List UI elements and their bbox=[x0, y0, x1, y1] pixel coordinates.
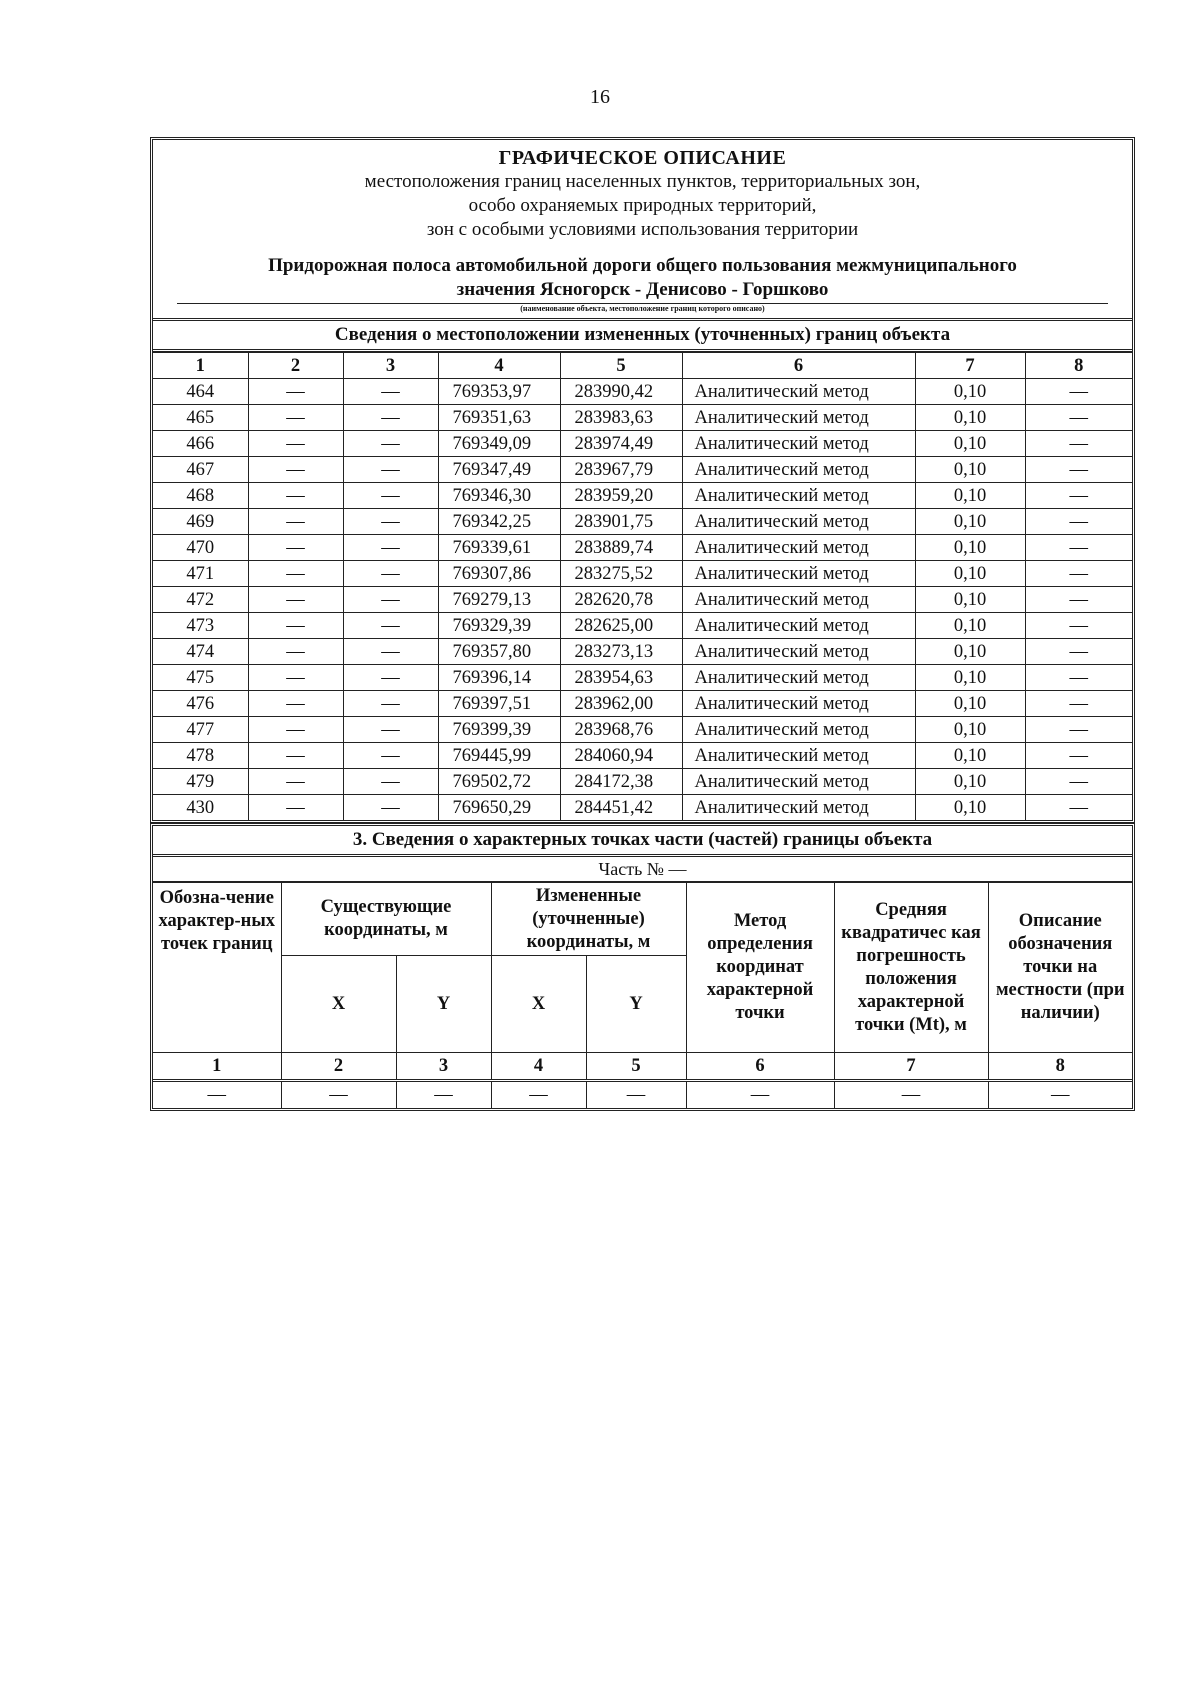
column-number-6: 6 bbox=[686, 1053, 834, 1081]
header-existing-x: X bbox=[281, 956, 396, 1053]
table-cell: — bbox=[1025, 457, 1132, 483]
table-cell: — bbox=[1025, 535, 1132, 561]
table-cell: — bbox=[343, 717, 438, 743]
table-cell: 769329,39 bbox=[438, 613, 560, 639]
table-cell: — bbox=[248, 613, 343, 639]
subtitle-line-2: особо охраняемых природных территорий, bbox=[468, 195, 817, 216]
table-row bbox=[153, 587, 1132, 613]
table-cell: 283954,63 bbox=[560, 665, 682, 691]
table-cell: Аналитический метод bbox=[682, 587, 915, 613]
table-cell: — bbox=[1025, 743, 1132, 769]
column-number-3: 3 bbox=[343, 353, 438, 379]
table-row bbox=[153, 1081, 1132, 1109]
table-row bbox=[153, 405, 1132, 431]
table-cell: Аналитический метод bbox=[682, 717, 915, 743]
table-cell: — bbox=[248, 587, 343, 613]
table-cell: — bbox=[1025, 769, 1132, 795]
table-cell: 283275,52 bbox=[560, 561, 682, 587]
table-cell: — bbox=[834, 1081, 988, 1109]
table-cell: 465 bbox=[153, 405, 248, 431]
table-cell: — bbox=[248, 795, 343, 821]
header-method: Метод определения координат характерной точки bbox=[686, 883, 834, 1053]
table-cell: 283967,79 bbox=[560, 457, 682, 483]
table-cell: 0,10 bbox=[915, 561, 1025, 587]
table-cell: 282625,00 bbox=[560, 613, 682, 639]
table-cell: Аналитический метод bbox=[682, 769, 915, 795]
section-2-title: Сведения о местоположении измененных (уточненных) границ объекта bbox=[153, 321, 1132, 352]
table-cell: — bbox=[248, 769, 343, 795]
table-cell: — bbox=[586, 1081, 686, 1109]
coordinates-table bbox=[153, 352, 1132, 820]
table-cell: — bbox=[343, 665, 438, 691]
table-cell: 769307,86 bbox=[438, 561, 560, 587]
header-description: Описание обозначения точки на местности (при наличии) bbox=[988, 883, 1132, 1053]
table-row bbox=[153, 535, 1132, 561]
table-cell: — bbox=[343, 431, 438, 457]
column-number-4: 4 bbox=[438, 353, 560, 379]
table-cell: 476 bbox=[153, 691, 248, 717]
table-cell: Аналитический метод bbox=[682, 535, 915, 561]
table-cell: 283901,75 bbox=[560, 509, 682, 535]
column-number-3: 3 bbox=[396, 1053, 491, 1081]
column-number-2: 2 bbox=[281, 1053, 396, 1081]
table-row bbox=[153, 431, 1132, 457]
table-cell: 769399,39 bbox=[438, 717, 560, 743]
table-cell: — bbox=[1025, 509, 1132, 535]
table-cell: — bbox=[1025, 639, 1132, 665]
table-cell: — bbox=[248, 457, 343, 483]
table-cell: 769351,63 bbox=[438, 405, 560, 431]
header-error: Средняя квадратичес кая погрешность положения характерной точки (Mt), м bbox=[834, 883, 988, 1053]
table-cell: 283959,20 bbox=[560, 483, 682, 509]
table-cell: Аналитический метод bbox=[682, 457, 915, 483]
table-cell: 466 bbox=[153, 431, 248, 457]
table-cell: 284060,94 bbox=[560, 743, 682, 769]
table-cell: Аналитический метод bbox=[682, 691, 915, 717]
header-changed-x: X bbox=[491, 956, 586, 1053]
header-existing-y: Y bbox=[396, 956, 491, 1053]
table-cell: 479 bbox=[153, 769, 248, 795]
table-cell: 769357,80 bbox=[438, 639, 560, 665]
table-row bbox=[153, 691, 1132, 717]
object-name-line-2: значения Ясногорск - Денисово - Горшково bbox=[456, 279, 829, 300]
document-title: ГРАФИЧЕСКОЕ ОПИСАНИЕ bbox=[498, 147, 787, 169]
table-cell: — bbox=[153, 1081, 281, 1109]
table-cell: 0,10 bbox=[915, 379, 1025, 405]
table-cell: 0,10 bbox=[915, 457, 1025, 483]
header-changed-y: Y bbox=[586, 956, 686, 1053]
section-3-title: 3. Сведения о характерных точках части (частей) границы объекта bbox=[153, 826, 1132, 857]
table-row bbox=[153, 743, 1132, 769]
table-cell: 769396,14 bbox=[438, 665, 560, 691]
column-number-row bbox=[153, 353, 1132, 379]
table-cell: — bbox=[1025, 483, 1132, 509]
header-changed-coordinates: Измененные (уточненные) координаты, м bbox=[491, 883, 686, 956]
section-3-frame bbox=[150, 823, 1135, 1111]
table-cell: — bbox=[248, 405, 343, 431]
table-cell: — bbox=[343, 587, 438, 613]
table-cell: — bbox=[1025, 613, 1132, 639]
column-number-8: 8 bbox=[1025, 353, 1132, 379]
column-number-7: 7 bbox=[915, 353, 1025, 379]
column-number-row bbox=[153, 1053, 1132, 1081]
table-cell: 477 bbox=[153, 717, 248, 743]
table-row bbox=[153, 795, 1132, 821]
table-cell: — bbox=[248, 561, 343, 587]
table-cell: — bbox=[1025, 379, 1132, 405]
table-cell: — bbox=[248, 483, 343, 509]
table-row bbox=[153, 483, 1132, 509]
table-cell: 472 bbox=[153, 587, 248, 613]
table-cell: — bbox=[343, 379, 438, 405]
table-cell: 769349,09 bbox=[438, 431, 560, 457]
column-number-8: 8 bbox=[988, 1053, 1132, 1081]
table-cell: — bbox=[248, 717, 343, 743]
table-cell: 0,10 bbox=[915, 431, 1025, 457]
table-cell: 0,10 bbox=[915, 769, 1025, 795]
table-cell: 0,10 bbox=[915, 613, 1025, 639]
table-cell: — bbox=[343, 639, 438, 665]
document-header bbox=[153, 140, 1132, 321]
table-cell: — bbox=[343, 795, 438, 821]
table-cell: Аналитический метод bbox=[682, 483, 915, 509]
subtitle-line-3: зон с особыми условиями использования территории bbox=[426, 219, 859, 240]
table-row bbox=[153, 717, 1132, 743]
table-cell: — bbox=[248, 639, 343, 665]
table-cell: — bbox=[281, 1081, 396, 1109]
table-cell: 478 bbox=[153, 743, 248, 769]
table-cell: 769346,30 bbox=[438, 483, 560, 509]
table-cell: — bbox=[343, 509, 438, 535]
table-cell: 474 bbox=[153, 639, 248, 665]
table-cell: 0,10 bbox=[915, 743, 1025, 769]
table-cell: Аналитический метод bbox=[682, 795, 915, 821]
table-cell: 0,10 bbox=[915, 795, 1025, 821]
table-cell: — bbox=[343, 483, 438, 509]
table-cell: Аналитический метод bbox=[682, 743, 915, 769]
table-cell: — bbox=[1025, 795, 1132, 821]
column-number-1: 1 bbox=[153, 353, 248, 379]
table-cell: 0,10 bbox=[915, 639, 1025, 665]
table-cell: 0,10 bbox=[915, 535, 1025, 561]
table-cell: 283983,63 bbox=[560, 405, 682, 431]
table-cell: — bbox=[1025, 717, 1132, 743]
table-cell: — bbox=[343, 743, 438, 769]
table-cell: — bbox=[248, 379, 343, 405]
table-cell: 0,10 bbox=[915, 665, 1025, 691]
table-cell: 475 bbox=[153, 665, 248, 691]
table-cell: 470 bbox=[153, 535, 248, 561]
table-cell: 284172,38 bbox=[560, 769, 682, 795]
table-cell: 769279,13 bbox=[438, 587, 560, 613]
table-cell: — bbox=[396, 1081, 491, 1109]
table-cell: 282620,78 bbox=[560, 587, 682, 613]
table-row bbox=[153, 613, 1132, 639]
table-cell: 769347,49 bbox=[438, 457, 560, 483]
table-cell: — bbox=[248, 535, 343, 561]
column-number-7: 7 bbox=[834, 1053, 988, 1081]
table-cell: 469 bbox=[153, 509, 248, 535]
table-cell: — bbox=[1025, 691, 1132, 717]
table-cell: — bbox=[491, 1081, 586, 1109]
object-name-line-1: Придорожная полоса автомобильной дороги общего пользования межмуниципального bbox=[268, 255, 1017, 276]
table-cell: Аналитический метод bbox=[682, 639, 915, 665]
table-cell: Аналитический метод bbox=[682, 509, 915, 535]
table-cell: 769339,61 bbox=[438, 535, 560, 561]
subtitle-line-1: местоположения границ населенных пунктов, территориальных зон, bbox=[364, 171, 921, 192]
table-cell: Аналитический метод bbox=[682, 405, 915, 431]
table-row bbox=[153, 665, 1132, 691]
table-cell: 283968,76 bbox=[560, 717, 682, 743]
table-row bbox=[153, 769, 1132, 795]
column-number-5: 5 bbox=[586, 1053, 686, 1081]
table-cell: 0,10 bbox=[915, 717, 1025, 743]
table-cell: 769353,97 bbox=[438, 379, 560, 405]
table-cell: — bbox=[988, 1081, 1132, 1109]
table-cell: 464 bbox=[153, 379, 248, 405]
table-cell: — bbox=[1025, 561, 1132, 587]
table-cell: 0,10 bbox=[915, 587, 1025, 613]
table-cell: — bbox=[1025, 587, 1132, 613]
table-cell: Аналитический метод bbox=[682, 613, 915, 639]
table-cell: 769445,99 bbox=[438, 743, 560, 769]
characteristic-points-table bbox=[153, 882, 1132, 1108]
table-row bbox=[153, 509, 1132, 535]
part-label: Часть № — bbox=[153, 857, 1132, 882]
table-cell: 0,10 bbox=[915, 509, 1025, 535]
table-cell: 283273,13 bbox=[560, 639, 682, 665]
table-cell: 430 bbox=[153, 795, 248, 821]
table-cell: — bbox=[248, 431, 343, 457]
column-number-5: 5 bbox=[560, 353, 682, 379]
table-cell: Аналитический метод bbox=[682, 431, 915, 457]
table-cell: 467 bbox=[153, 457, 248, 483]
table-cell: — bbox=[343, 535, 438, 561]
table-cell: 283889,74 bbox=[560, 535, 682, 561]
table-cell: — bbox=[686, 1081, 834, 1109]
column-number-4: 4 bbox=[491, 1053, 586, 1081]
graphic-description-frame bbox=[150, 137, 1135, 823]
table-cell: — bbox=[343, 405, 438, 431]
table-cell: 473 bbox=[153, 613, 248, 639]
table-row bbox=[153, 457, 1132, 483]
table-cell: 284451,42 bbox=[560, 795, 682, 821]
table-cell: Аналитический метод bbox=[682, 665, 915, 691]
column-number-2: 2 bbox=[248, 353, 343, 379]
table-cell: 471 bbox=[153, 561, 248, 587]
table-cell: 283962,00 bbox=[560, 691, 682, 717]
table-cell: Аналитический метод bbox=[682, 561, 915, 587]
table-cell: — bbox=[248, 665, 343, 691]
table-cell: 0,10 bbox=[915, 691, 1025, 717]
header-designation: Обозна-чение характер-ных точек границ bbox=[153, 883, 281, 1053]
table-cell: — bbox=[1025, 431, 1132, 457]
column-number-1: 1 bbox=[153, 1053, 281, 1081]
table-cell: Аналитический метод bbox=[682, 379, 915, 405]
table-cell: 283990,42 bbox=[560, 379, 682, 405]
table-cell: 769397,51 bbox=[438, 691, 560, 717]
table-cell: 283974,49 bbox=[560, 431, 682, 457]
table-cell: 0,10 bbox=[915, 405, 1025, 431]
table-row bbox=[153, 561, 1132, 587]
table-cell: — bbox=[248, 691, 343, 717]
table-cell: 468 bbox=[153, 483, 248, 509]
table-row bbox=[153, 379, 1132, 405]
table-cell: — bbox=[343, 457, 438, 483]
table-cell: 0,10 bbox=[915, 483, 1025, 509]
table-cell: — bbox=[248, 743, 343, 769]
table-cell: — bbox=[248, 509, 343, 535]
table-cell: — bbox=[343, 613, 438, 639]
header-existing-coordinates: Существующие координаты, м bbox=[281, 883, 491, 956]
table-cell: 769342,25 bbox=[438, 509, 560, 535]
table-cell: — bbox=[343, 561, 438, 587]
table-cell: 769502,72 bbox=[438, 769, 560, 795]
table-cell: — bbox=[1025, 665, 1132, 691]
table-cell: — bbox=[1025, 405, 1132, 431]
table-cell: — bbox=[343, 769, 438, 795]
column-number-6: 6 bbox=[682, 353, 915, 379]
object-caption: (наименование объекта, местоположение границ которого описано) bbox=[520, 304, 765, 313]
page-number: 16 bbox=[590, 86, 610, 108]
table-cell: 769650,29 bbox=[438, 795, 560, 821]
table-cell: — bbox=[343, 691, 438, 717]
table-row bbox=[153, 639, 1132, 665]
